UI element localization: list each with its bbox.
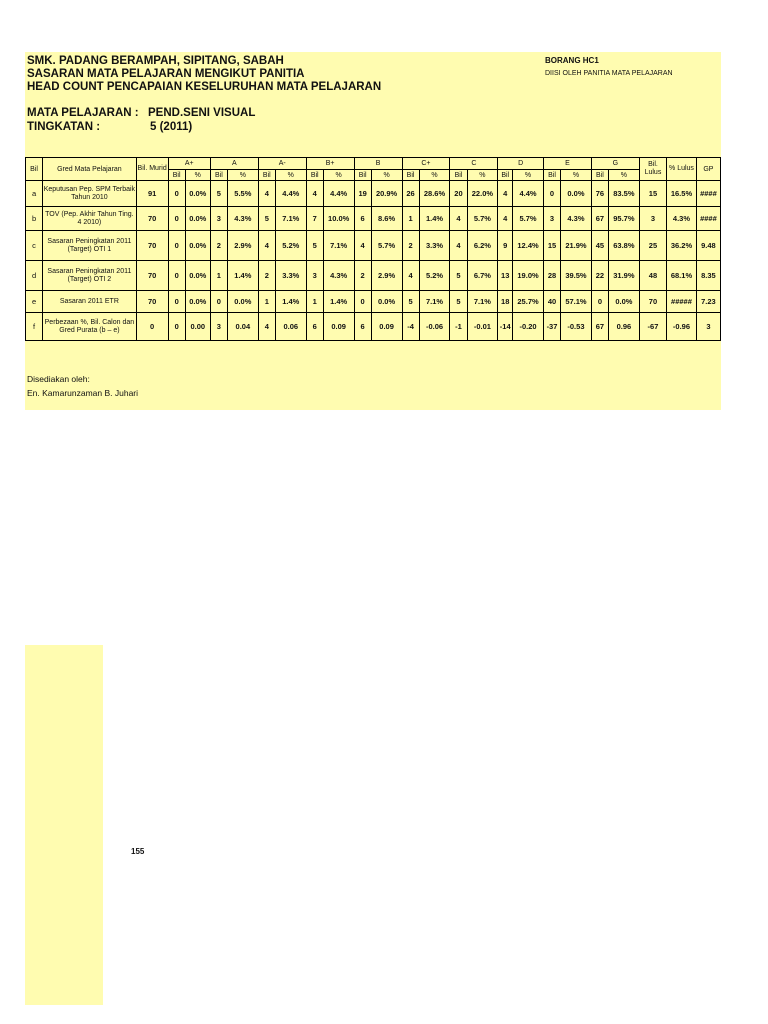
row-murid: 91 [136, 181, 168, 207]
subheader-pct: % [561, 170, 592, 181]
grade-count: 4 [402, 261, 419, 291]
grade-percent: 8.6% [371, 207, 402, 231]
grade-count: 6 [306, 313, 323, 341]
table-row [26, 313, 721, 341]
grade-percent: 4.4% [513, 181, 544, 207]
row-lulus: -67 [639, 313, 666, 341]
grade-count: 76 [591, 181, 608, 207]
row-label: TOV (Pep. Akhir Tahun Ting. 4 2010) [43, 207, 137, 231]
header-grade: B+ [306, 158, 354, 170]
row-label: Keputusan Pep. SPM Terbaik Tahun 2010 [43, 181, 137, 207]
row-lulus: 3 [639, 207, 666, 231]
grade-count: 0 [168, 207, 185, 231]
subheader-pct: % [419, 170, 450, 181]
table-row [26, 181, 721, 207]
grade-percent: 95.7% [608, 207, 639, 231]
grade-count: 18 [498, 291, 513, 313]
subheader-pct: % [275, 170, 306, 181]
header-pct-lulus: % Lulus [667, 158, 697, 181]
grade-percent: 7.1% [275, 207, 306, 231]
grade-count: 7 [306, 207, 323, 231]
subheader-pct: % [371, 170, 402, 181]
grade-percent: 25.7% [513, 291, 544, 313]
grade-count: 4 [306, 181, 323, 207]
grade-percent: 0.0% [185, 291, 210, 313]
grade-percent: 22.0% [467, 181, 498, 207]
grade-percent: 63.8% [608, 231, 639, 261]
header-lulus: Bil. Lulus [639, 158, 666, 181]
table-row [26, 291, 721, 313]
header-grade: E [543, 158, 591, 170]
subheader-bil: Bil [168, 170, 185, 181]
grade-percent: 0.04 [227, 313, 258, 341]
form-subtitle: SASARAN MATA PELAJARAN MENGIKUT PANITIA [27, 68, 305, 80]
header-grade: C+ [402, 158, 450, 170]
subheader-bil: Bil [354, 170, 371, 181]
row-pct-lulus: 36.2% [667, 231, 697, 261]
grade-percent: 1.4% [227, 261, 258, 291]
grade-count: 4 [450, 231, 467, 261]
grade-percent: 2.9% [227, 231, 258, 261]
grade-percent: 4.3% [323, 261, 354, 291]
grade-percent: 0.0% [561, 181, 592, 207]
row-gp: 3 [696, 313, 720, 341]
grade-count: 6 [354, 207, 371, 231]
grade-percent: 4.4% [323, 181, 354, 207]
grade-percent: 39.5% [561, 261, 592, 291]
grade-count: -4 [402, 313, 419, 341]
grade-count: 0 [354, 291, 371, 313]
grade-count: 5 [210, 181, 227, 207]
subheader-bil: Bil [591, 170, 608, 181]
grade-percent: 6.2% [467, 231, 498, 261]
subheader-pct: % [227, 170, 258, 181]
grade-percent: 6.7% [467, 261, 498, 291]
grade-count: 4 [258, 313, 275, 341]
row-lulus: 70 [639, 291, 666, 313]
subject-label: MATA PELAJARAN : [27, 107, 139, 119]
side-highlight-band [25, 645, 103, 1005]
grade-count: 40 [543, 291, 560, 313]
row-pct-lulus: -0.96 [667, 313, 697, 341]
grade-percent: 0.09 [371, 313, 402, 341]
grade-count: 0 [168, 231, 185, 261]
grade-count: 28 [543, 261, 560, 291]
row-murid: 70 [136, 261, 168, 291]
subheader-bil: Bil [543, 170, 560, 181]
grade-count: 0 [543, 181, 560, 207]
grade-percent: -0.20 [513, 313, 544, 341]
grade-percent: -0.01 [467, 313, 498, 341]
subheader-pct: % [513, 170, 544, 181]
grade-count: 0 [168, 261, 185, 291]
grade-count: 1 [306, 291, 323, 313]
grade-count: 5 [258, 207, 275, 231]
grade-count: 2 [402, 231, 419, 261]
grade-percent: 7.1% [323, 231, 354, 261]
header-murid: Bil. Murid [136, 158, 168, 181]
grade-percent: 5.5% [227, 181, 258, 207]
grade-percent: -0.53 [561, 313, 592, 341]
grade-count: 9 [498, 231, 513, 261]
grade-percent: 21.9% [561, 231, 592, 261]
grade-count: 4 [354, 231, 371, 261]
grade-percent: 5.7% [371, 231, 402, 261]
subheader-pct: % [185, 170, 210, 181]
header-grade: A+ [168, 158, 210, 170]
grade-count: 45 [591, 231, 608, 261]
subject-value: PEND.SENI VISUAL [148, 107, 256, 119]
grade-count: 4 [450, 207, 467, 231]
table-row [26, 207, 721, 231]
grade-count: 4 [258, 181, 275, 207]
grade-count: -1 [450, 313, 467, 341]
header-grade: D [498, 158, 544, 170]
row-lulus: 48 [639, 261, 666, 291]
header-bil: Bil [26, 158, 43, 181]
row-label: Sasaran Peningkatan 2011 (Target) OTI 2 [43, 261, 137, 291]
grade-count: 13 [498, 261, 513, 291]
row-gp: #### [696, 207, 720, 231]
level-value: 5 (2011) [150, 121, 193, 133]
row-id: c [26, 231, 43, 261]
grade-percent: 5.7% [513, 207, 544, 231]
grade-count: 26 [402, 181, 419, 207]
grade-percent: 1.4% [323, 291, 354, 313]
page-number: 155 [131, 847, 145, 856]
row-murid: 70 [136, 231, 168, 261]
grade-percent: -0.06 [419, 313, 450, 341]
subheader-pct: % [608, 170, 639, 181]
grade-percent: 0.06 [275, 313, 306, 341]
row-pct-lulus: 4.3% [667, 207, 697, 231]
grade-percent: 10.0% [323, 207, 354, 231]
grade-percent: 2.9% [371, 261, 402, 291]
grade-count: 4 [498, 181, 513, 207]
grade-percent: 0.0% [227, 291, 258, 313]
grade-percent: 28.6% [419, 181, 450, 207]
grade-count: 3 [543, 207, 560, 231]
header-gp: GP [696, 158, 720, 181]
grade-count: 1 [210, 261, 227, 291]
grade-percent: 4.4% [275, 181, 306, 207]
subheader-pct: % [467, 170, 498, 181]
grade-percent: 0.09 [323, 313, 354, 341]
grade-count: 3 [210, 313, 227, 341]
grade-percent: 3.3% [275, 261, 306, 291]
subheader-bil: Bil [402, 170, 419, 181]
prepared-by-label: Disediakan oleh: [27, 374, 90, 384]
subheader-bil: Bil [306, 170, 323, 181]
grade-count: -14 [498, 313, 513, 341]
row-lulus: 15 [639, 181, 666, 207]
grade-count: 2 [354, 261, 371, 291]
row-label: Sasaran Peningkatan 2011 (Target) OTI 1 [43, 231, 137, 261]
grade-percent: 1.4% [275, 291, 306, 313]
grade-percent: 0.0% [185, 181, 210, 207]
grade-percent: 0.0% [371, 291, 402, 313]
headcount-table [25, 157, 721, 341]
grade-percent: 0.0% [185, 207, 210, 231]
grade-count: 0 [168, 313, 185, 341]
grade-percent: 4.3% [561, 207, 592, 231]
row-id: b [26, 207, 43, 231]
grade-count: 0 [210, 291, 227, 313]
row-gp: 7.23 [696, 291, 720, 313]
prepared-by-name: En. Kamarunzaman B. Juhari [27, 388, 139, 398]
grade-percent: 3.3% [419, 231, 450, 261]
row-gp: #### [696, 181, 720, 207]
row-gp: 8.35 [696, 261, 720, 291]
grade-count: 0 [168, 291, 185, 313]
row-pct-lulus: ##### [667, 291, 697, 313]
header-grade: G [591, 158, 639, 170]
grade-percent: 57.1% [561, 291, 592, 313]
form-code: BORANG HC1 [545, 56, 599, 65]
grade-count: 20 [450, 181, 467, 207]
row-label: Perbezaan %, Bil. Calon dan Gred Purata (b – e) [43, 313, 137, 341]
level-label: TINGKATAN : [27, 121, 101, 133]
grade-count: 5 [450, 291, 467, 313]
grade-percent: 0.96 [608, 313, 639, 341]
grade-count: 3 [306, 261, 323, 291]
grade-count: 19 [354, 181, 371, 207]
grade-percent: 12.4% [513, 231, 544, 261]
grade-count: 5 [450, 261, 467, 291]
table-row [26, 261, 721, 291]
subheader-bil: Bil [258, 170, 275, 181]
row-label: Sasaran 2011 ETR [43, 291, 137, 313]
grade-count: 67 [591, 313, 608, 341]
grade-count: 2 [258, 261, 275, 291]
grade-percent: 1.4% [419, 207, 450, 231]
filled-by-note: DIISI OLEH PANITIA MATA PELAJARAN [545, 70, 673, 77]
grade-percent: 7.1% [419, 291, 450, 313]
grade-percent: 7.1% [467, 291, 498, 313]
grade-count: 4 [258, 231, 275, 261]
grade-count: 67 [591, 207, 608, 231]
grade-count: 0 [168, 181, 185, 207]
grade-percent: 0.0% [608, 291, 639, 313]
row-murid: 0 [136, 313, 168, 341]
row-murid: 70 [136, 291, 168, 313]
grade-percent: 4.3% [227, 207, 258, 231]
school-name: SMK. PADANG BERAMPAH, SIPITANG, SABAH [27, 55, 284, 67]
row-id: a [26, 181, 43, 207]
grade-percent: 5.2% [275, 231, 306, 261]
grade-percent: 0.00 [185, 313, 210, 341]
grade-count: -37 [543, 313, 560, 341]
row-murid: 70 [136, 207, 168, 231]
grade-percent: 0.0% [185, 231, 210, 261]
row-pct-lulus: 68.1% [667, 261, 697, 291]
header-grade: B [354, 158, 402, 170]
header-grade: A- [258, 158, 306, 170]
grade-count: 5 [306, 231, 323, 261]
row-lulus: 25 [639, 231, 666, 261]
subheader-bil: Bil [498, 170, 513, 181]
row-pct-lulus: 16.5% [667, 181, 697, 207]
grade-count: 2 [210, 231, 227, 261]
grade-count: 3 [210, 207, 227, 231]
form-title: HEAD COUNT PENCAPAIAN KESELURUHAN MATA PELAJARAN [27, 81, 382, 93]
grade-percent: 83.5% [608, 181, 639, 207]
row-id: f [26, 313, 43, 341]
grade-count: 6 [354, 313, 371, 341]
header-grade: C [450, 158, 498, 170]
row-id: d [26, 261, 43, 291]
grade-percent: 19.0% [513, 261, 544, 291]
header-grade: A [210, 158, 258, 170]
row-gp: 9.48 [696, 231, 720, 261]
grade-percent: 5.7% [467, 207, 498, 231]
subheader-bil: Bil [450, 170, 467, 181]
grade-count: 15 [543, 231, 560, 261]
grade-percent: 20.9% [371, 181, 402, 207]
row-id: e [26, 291, 43, 313]
grade-count: 0 [591, 291, 608, 313]
grade-count: 4 [498, 207, 513, 231]
grade-count: 1 [258, 291, 275, 313]
header-gred: Gred Mata Pelajaran [43, 158, 137, 181]
table-row [26, 231, 721, 261]
subheader-pct: % [323, 170, 354, 181]
grade-count: 22 [591, 261, 608, 291]
grade-percent: 0.0% [185, 261, 210, 291]
grade-percent: 31.9% [608, 261, 639, 291]
grade-count: 5 [402, 291, 419, 313]
grade-count: 1 [402, 207, 419, 231]
subheader-bil: Bil [210, 170, 227, 181]
grade-percent: 5.2% [419, 261, 450, 291]
